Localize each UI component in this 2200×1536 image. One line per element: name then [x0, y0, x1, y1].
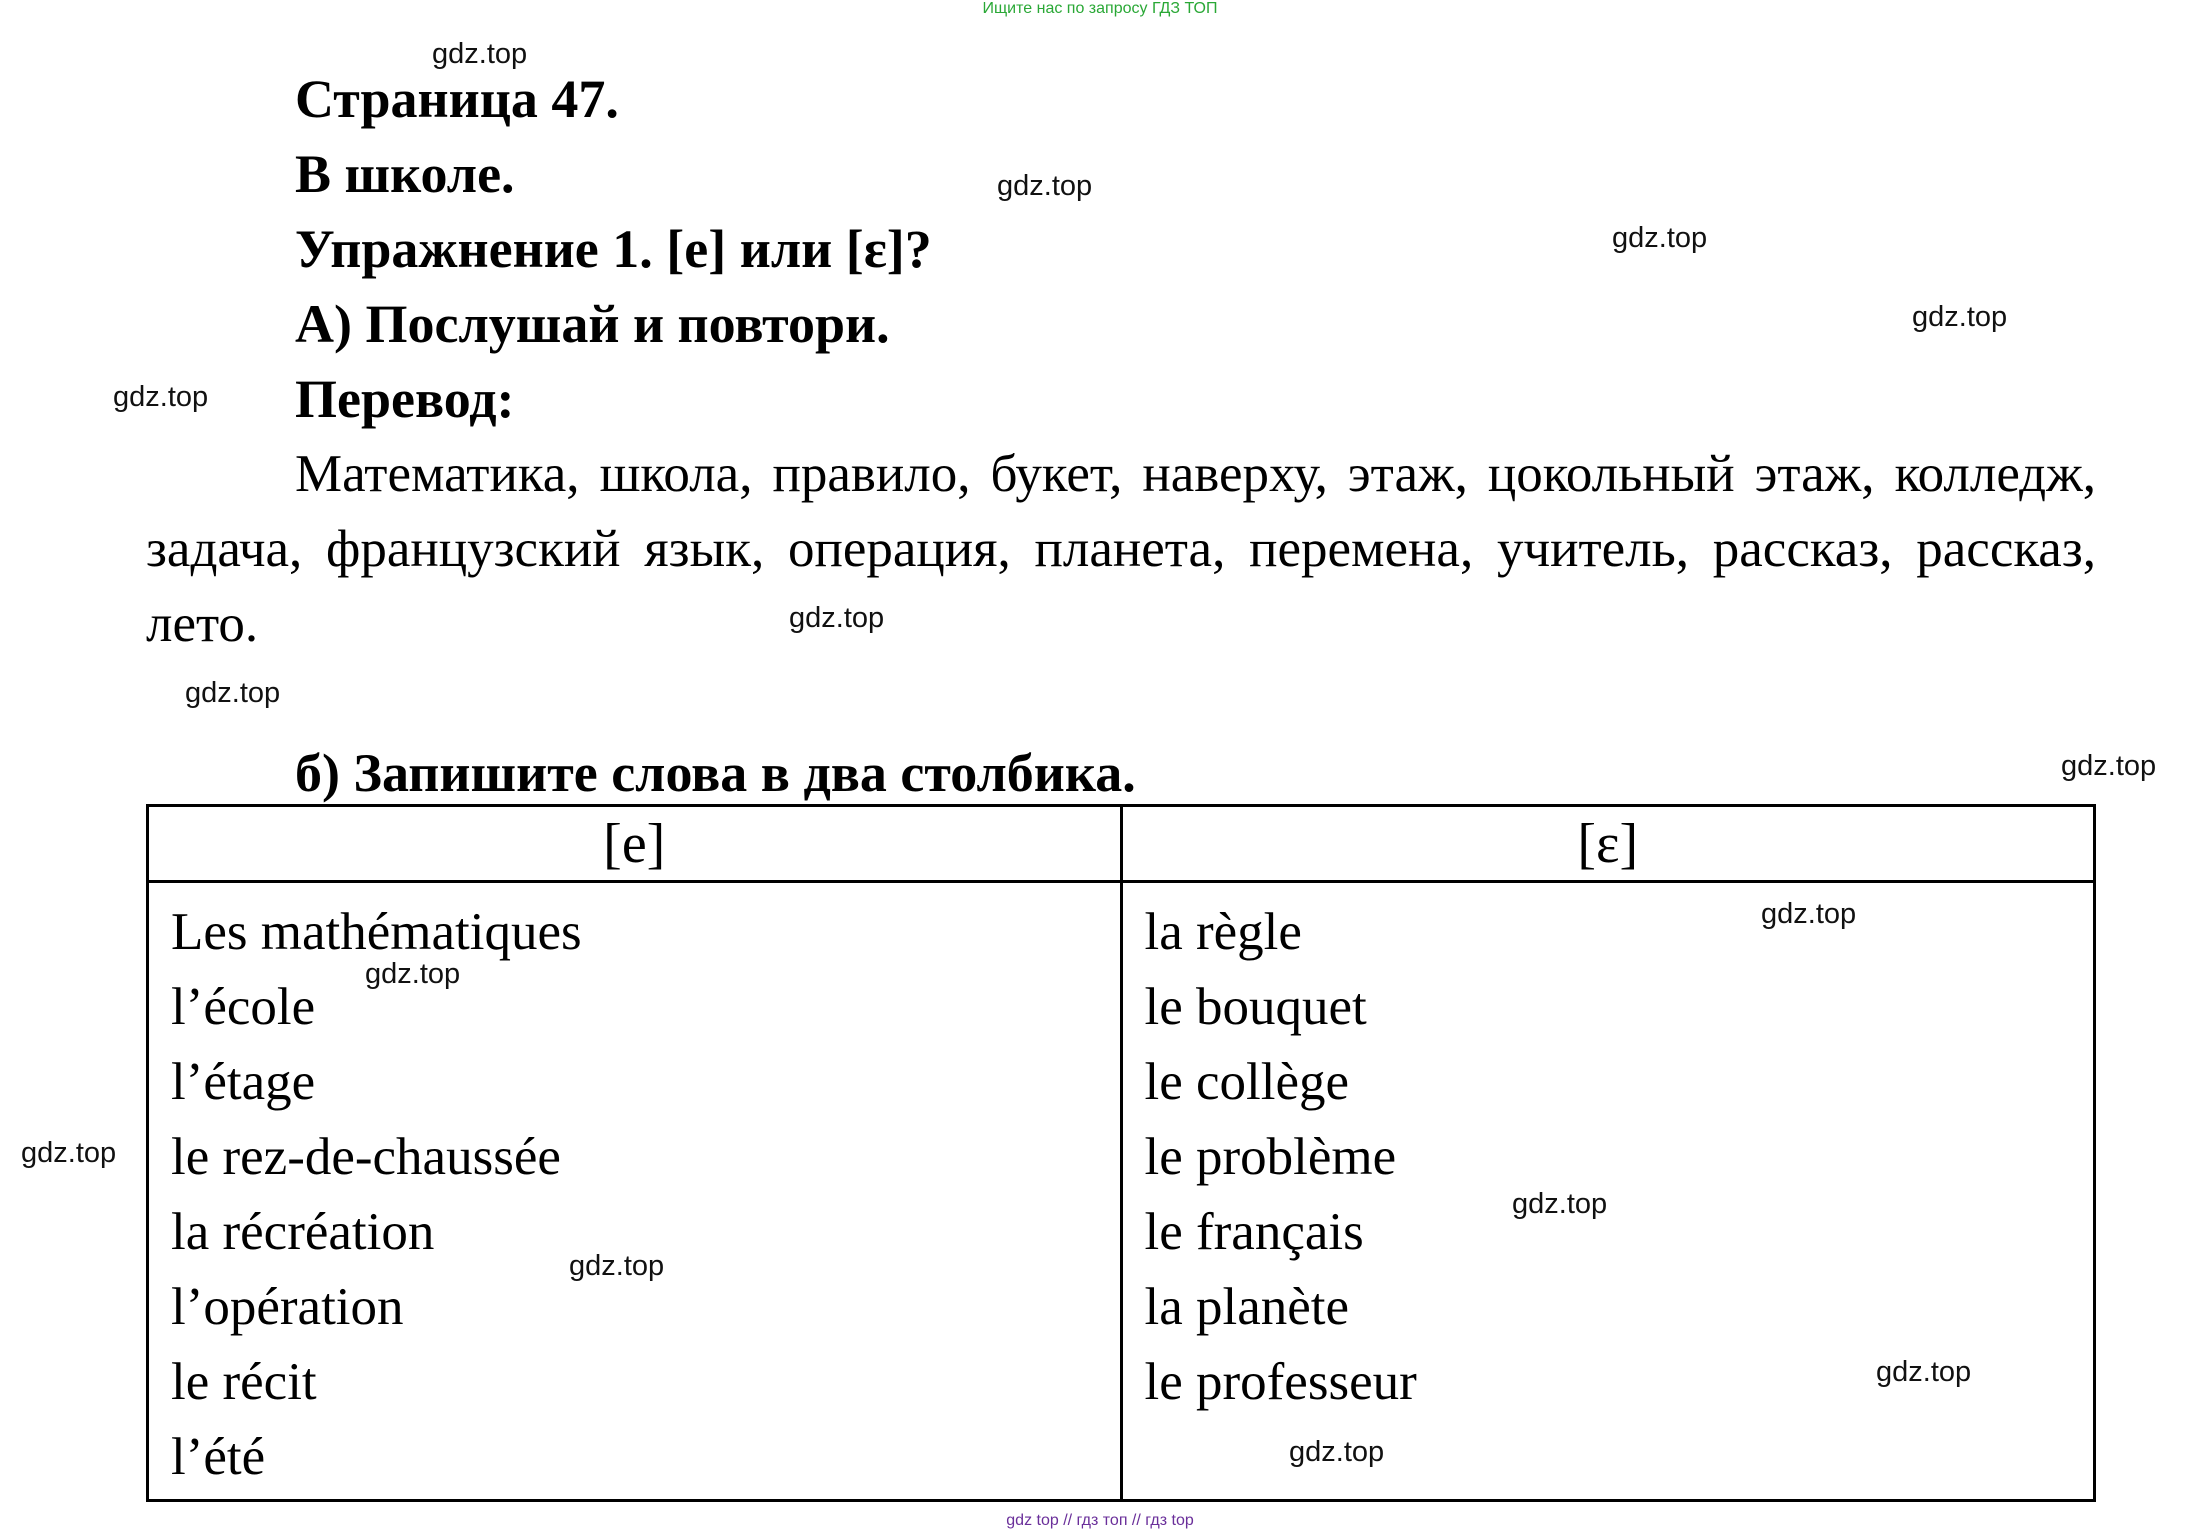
word-item: Les mathématiques [171, 903, 582, 961]
word-item: la planète [1144, 1278, 1350, 1336]
translation-text [146, 437, 2096, 662]
word-item: l’été [171, 1428, 266, 1486]
top-banner: Ищите нас по запросу ГДЗ ТОП [982, 0, 1218, 17]
word-item: le français [1144, 1203, 1364, 1261]
column-e-words [148, 882, 1122, 1501]
footer-links: gdz top // гдз топ // гдз top [1006, 1512, 1194, 1529]
word-item: le rez-de-chaussée [171, 1128, 561, 1186]
part-b-heading: б) Запишите слова в два столбика. [295, 743, 1136, 803]
exercise-heading: Упражнение 1. [e] или [ɛ]? [295, 219, 932, 279]
watermark: gdz.top [185, 677, 281, 709]
watermark: gdz.top [1876, 1356, 1972, 1388]
word-item: le collège [1144, 1053, 1350, 1111]
page-title: Страница 47. [295, 69, 619, 129]
watermark: gdz.top [432, 38, 528, 70]
watermark: gdz.top [1761, 898, 1857, 930]
watermark: gdz.top [1289, 1436, 1385, 1468]
word-item: le professeur [1144, 1353, 1417, 1411]
column-header-e: [e] [148, 806, 1122, 882]
watermark: gdz.top [789, 602, 885, 634]
watermark: gdz.top [569, 1250, 665, 1282]
column-open-e-words [1121, 882, 2095, 1501]
word-item: le bouquet [1144, 978, 1367, 1036]
watermark: gdz.top [1512, 1188, 1608, 1220]
watermark: gdz.top [113, 381, 209, 413]
word-item: l’école [171, 978, 316, 1036]
translation-text-body: Математика, школа, правило, букет, наверху, этаж, цокольный этаж, колледж, задача, французский язык, операция, планета, перемена, учитель, рассказ, рассказ, лето. [146, 445, 2096, 653]
word-item: la règle [1144, 903, 1302, 961]
word-item: le récit [171, 1353, 317, 1411]
column-header-open-e: [ɛ] [1121, 806, 2095, 882]
translation-label: Перевод: [295, 369, 515, 429]
word-item: l’opération [171, 1278, 404, 1336]
watermark: gdz.top [1612, 222, 1708, 254]
watermark: gdz.top [21, 1137, 117, 1169]
word-item: la récréation [171, 1203, 435, 1261]
watermark: gdz.top [1912, 301, 2008, 333]
word-item: l’étage [171, 1053, 316, 1111]
word-item: le problème [1144, 1128, 1397, 1186]
watermark: gdz.top [997, 170, 1093, 202]
word-table [146, 804, 2096, 1502]
watermark: gdz.top [2061, 750, 2157, 782]
watermark: gdz.top [365, 958, 461, 990]
topic-heading: В школе. [295, 144, 515, 204]
part-a-heading: А) Послушай и повтори. [295, 294, 890, 354]
